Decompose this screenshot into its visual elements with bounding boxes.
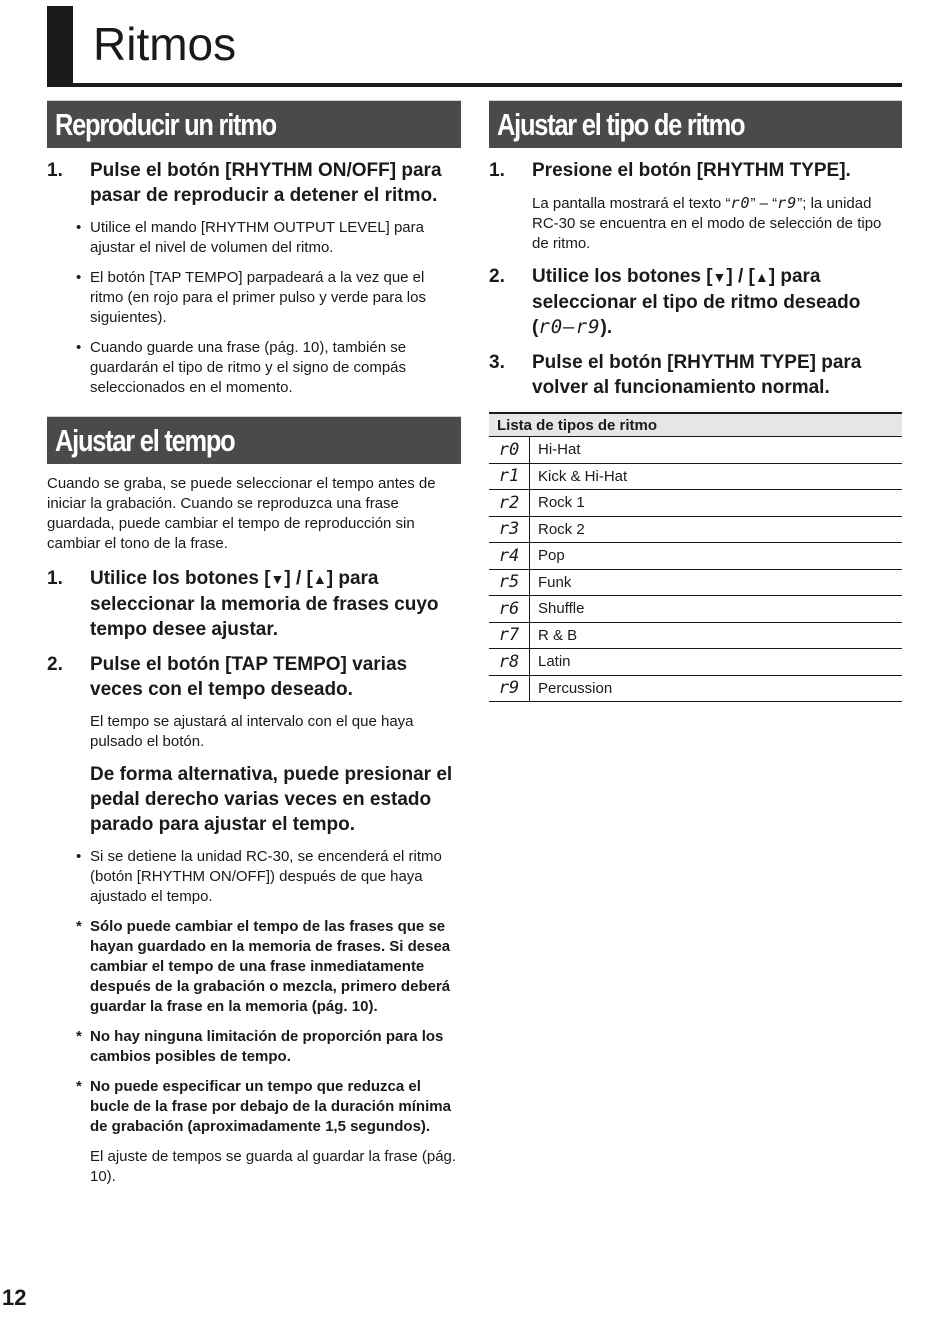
bullet-item: • Cuando guarde una frase (pág. 10), también se guardarán el tipo de ritmo y el signo de compás seleccionados en el momento. [76, 339, 407, 396]
step-1: 1. Presione el botón [RHYTHM TYPE]. [489, 160, 851, 181]
title-rule [47, 83, 902, 87]
section-heading-rhythm-type: Ajustar el tipo de ritmo [489, 100, 902, 148]
alternative-instruction: De forma alternativa, puede presionar el pedal derecho varias veces en estado parado para ajustar el tempo. [90, 764, 453, 835]
note-item: * Sólo puede cambiar el tempo de las frases que se hayan guardado en la memoria de frases. Si desea cambiar el tempo de una frase inmediatamente después de la grabación o mezcla, primero deberá guardar la frase en la memoria (pág. 10). [76, 918, 451, 1015]
bullet-item: • Si se detiene la unidad RC-30, se encenderá el ritmo (botón [RHYTHM ON/OFF]) después de que haya ajustado el tempo. [76, 848, 442, 905]
page-number: 12 [2, 1285, 27, 1310]
left-column [47, 100, 461, 1197]
table-row: r1 Kick & Hi-Hat [489, 463, 902, 490]
note-item: * No puede especificar un tempo que reduzca el bucle de la frase por debajo de la duración mínima de grabación (aproximadamente 1,5 segundos). [76, 1078, 451, 1135]
table-row: r0 Hi-Hat [489, 437, 902, 464]
table-row: r4 Pop [489, 543, 902, 570]
intro-paragraph: Cuando se graba, se puede seleccionar el tempo antes de iniciar la grabación. Cuando se reproduzca una frase guardada, puede cambiar el tempo de reproducción sin cambiar el tono de la frase. [47, 475, 436, 552]
up-arrow-icon: ▲ [754, 269, 769, 285]
step-2: 2. Utilice los botones [▼] / [▲] para seleccionar el tipo de ritmo deseado (r0–r9). [489, 266, 861, 338]
outro-paragraph: El ajuste de tempos se guarda al guardar la frase (pág. 10). [90, 1148, 457, 1185]
step-1: 1. Utilice los botones [▼] / [▲] para seleccionar la memoria de frases cuyo tempo desee ajustar. [47, 568, 439, 640]
table-row: r7 R & B [489, 622, 902, 649]
table-row: r8 Latin [489, 649, 902, 676]
down-arrow-icon: ▼ [712, 269, 727, 285]
table-row: r5 Funk [489, 569, 902, 596]
table-row: r9 Percussion [489, 675, 902, 702]
section-heading-play-rhythm: Reproducir un ritmo [47, 100, 461, 148]
step-2: 2. Pulse el botón [TAP TEMPO] varias veces con el tempo deseado. [47, 654, 408, 700]
bullet-item: • El botón [TAP TEMPO] parpadeará a la vez que el ritmo (en rojo para el primer pulso y verde para los siguientes). [76, 269, 426, 326]
table-row: r6 Shuffle [489, 596, 902, 623]
section-heading-adjust-tempo: Ajustar el tempo [47, 416, 461, 464]
rhythm-type-table [489, 412, 902, 702]
step-3: 3. Pulse el botón [RHYTHM TYPE] para volver al funcionamiento normal. [489, 352, 862, 398]
down-arrow-icon: ▼ [270, 571, 285, 587]
note-item: * No hay ninguna limitación de proporción para los cambios posibles de tempo. [76, 1028, 444, 1065]
step-1-detail: La pantalla mostrará el texto “r0” – “r9”; la unidad RC-30 se encuentra en el modo de selección de tipo de ritmo. [532, 194, 882, 252]
up-arrow-icon: ▲ [312, 571, 327, 587]
title-bar [47, 6, 73, 86]
bullet-item: • Utilice el mando [RHYTHM OUTPUT LEVEL] para ajustar el nivel de volumen del ritmo. [76, 219, 424, 256]
page-title: Ritmos [93, 18, 237, 70]
step-1: 1. Pulse el botón [RHYTHM ON/OFF] para pasar de reproducir a detener el ritmo. [47, 160, 442, 206]
table-header: Lista de tipos de ritmo [489, 413, 902, 437]
step-2-detail: El tempo se ajustará al intervalo con el que haya pulsado el botón. [90, 713, 414, 750]
right-column [489, 100, 902, 702]
table-row: r3 Rock 2 [489, 516, 902, 543]
table-row: r2 Rock 1 [489, 490, 902, 517]
